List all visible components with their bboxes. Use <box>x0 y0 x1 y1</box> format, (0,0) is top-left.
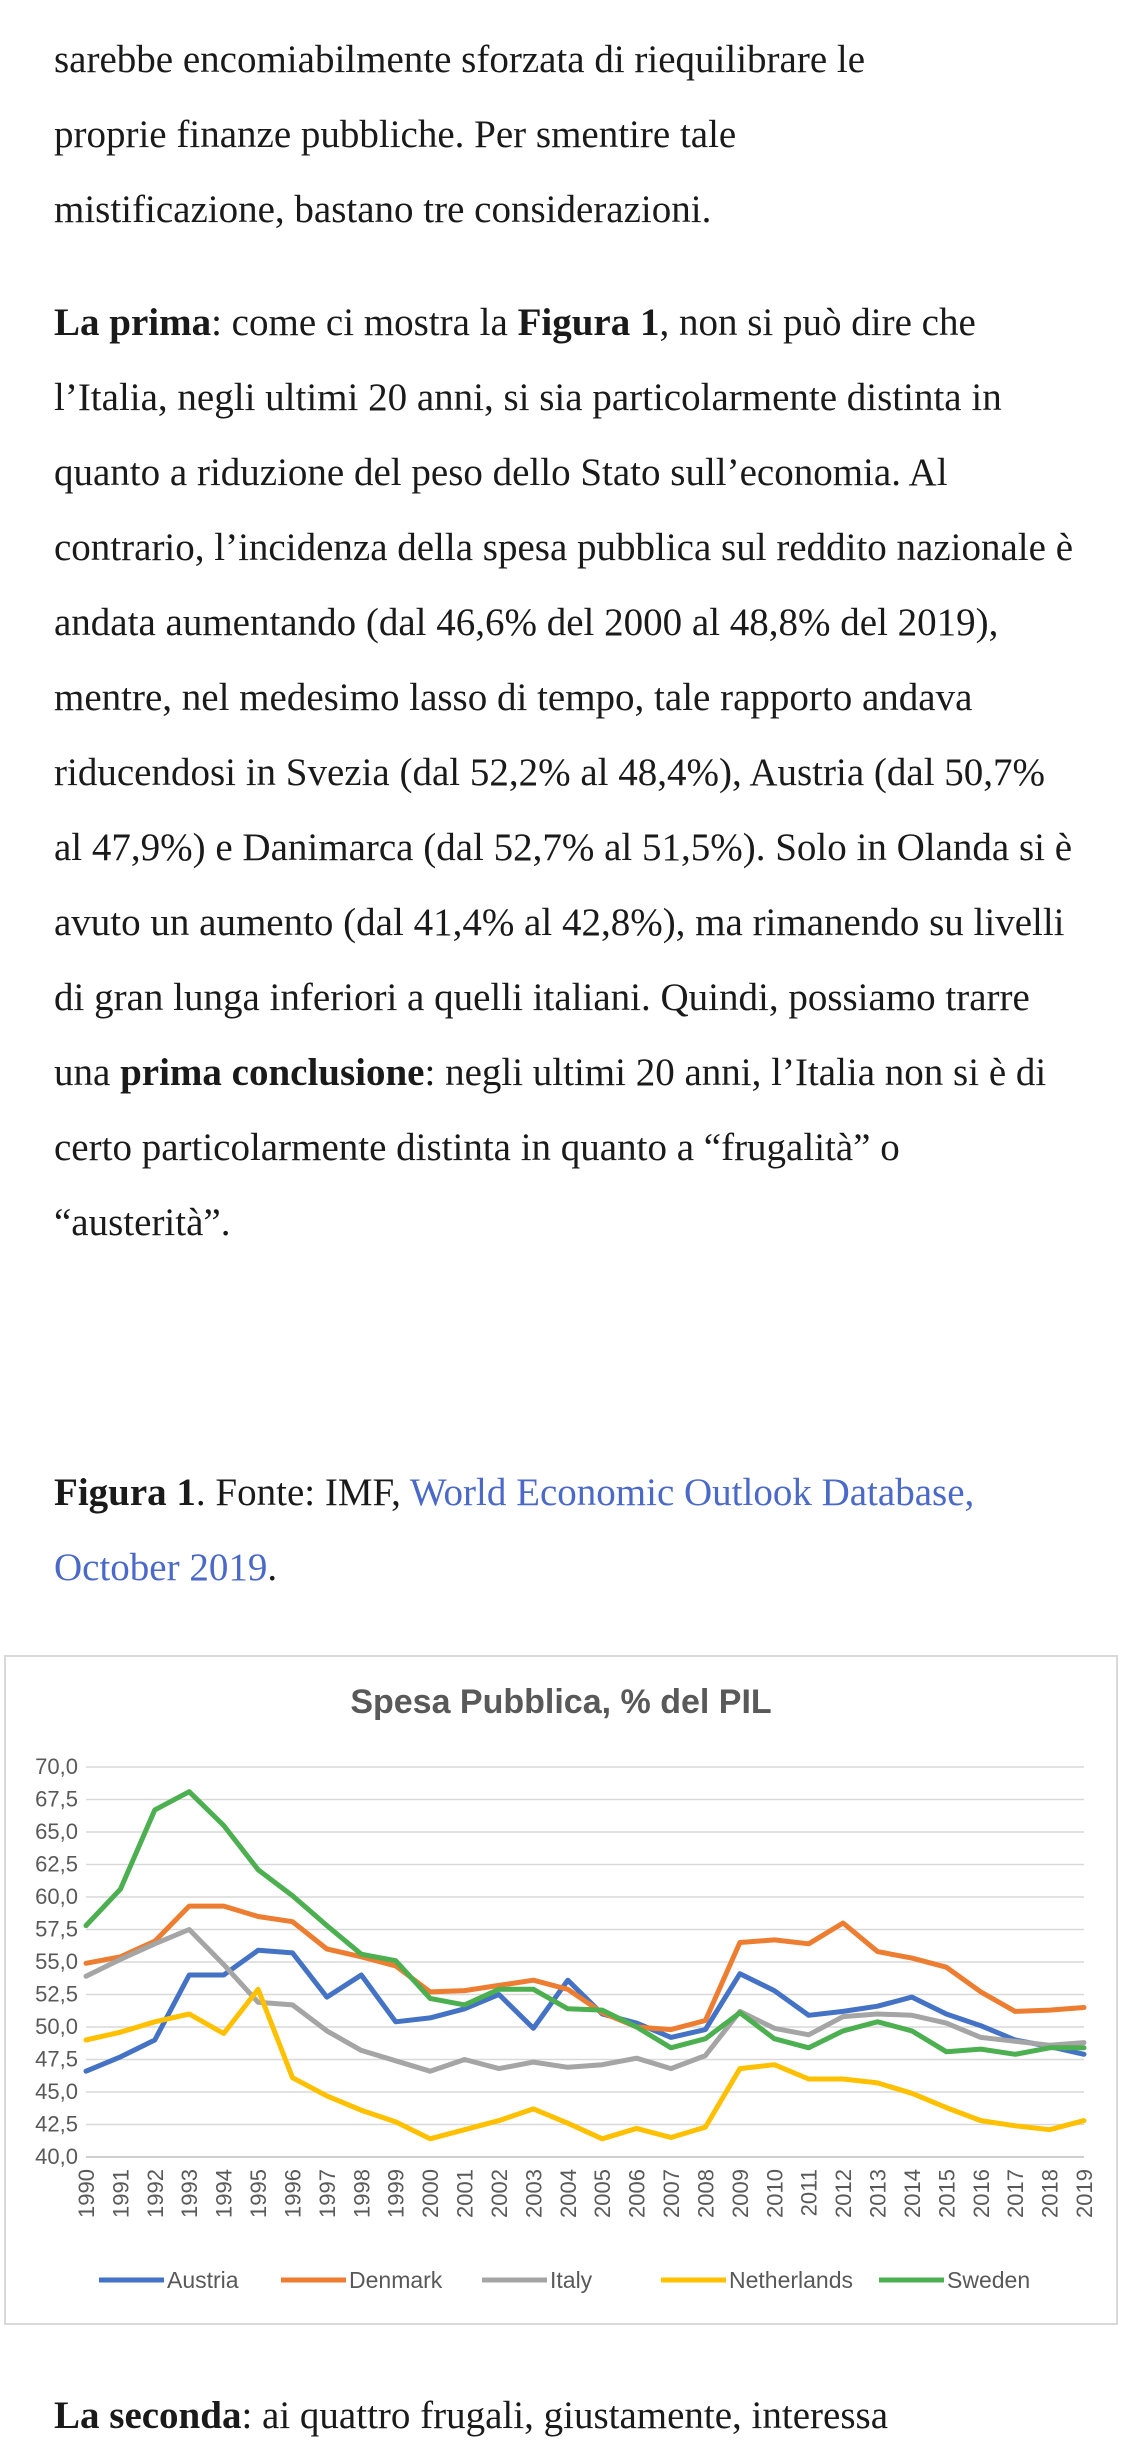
x-tick-label: 2016 <box>968 2169 994 2218</box>
y-tick-label: 70,0 <box>35 1754 78 1779</box>
y-tick-label: 42,5 <box>35 2111 78 2137</box>
x-tick-label: 2009 <box>727 2169 753 2218</box>
figure-caption-end: . <box>267 1546 278 1589</box>
intro-line-2: proprie finanze pubbliche. Per smentire tale <box>54 113 737 156</box>
intro-line-1: sarebbe encomiabilmente sforzata di riequilibrare le <box>54 38 866 81</box>
x-tick-label: 2013 <box>865 2169 891 2218</box>
x-tick-label: 2000 <box>418 2169 444 2218</box>
y-tick-label: 40,0 <box>35 2144 78 2169</box>
x-tick-label: 2010 <box>762 2169 788 2218</box>
x-tick-label: 1990 <box>74 2169 99 2218</box>
intro-line-3: mistificazione, bastano tre considerazioni. <box>54 188 712 231</box>
y-tick-label: 67,5 <box>35 1786 78 1812</box>
x-tick-label: 2018 <box>1037 2169 1063 2218</box>
y-tick-label: 62,5 <box>35 1851 78 1877</box>
x-tick-label: 2008 <box>693 2169 719 2218</box>
paragraph-lead: La prima <box>54 301 212 344</box>
x-tick-label: 2007 <box>659 2169 685 2218</box>
paragraph-first-consideration <box>54 285 1074 1260</box>
paragraph-second-consideration <box>54 2378 1074 2453</box>
y-tick-label: 55,0 <box>35 1949 78 1974</box>
source-link[interactable]: World Economic Outlook Database, October 2019 <box>54 1471 975 1589</box>
figure-caption-text: . Fonte: IMF, <box>195 1471 410 1514</box>
x-tick-label: 2011 <box>796 2169 822 2217</box>
paragraph-lead: La seconda <box>54 2394 242 2437</box>
x-tick-label: 1999 <box>383 2169 409 2218</box>
chart-figure <box>4 1655 1118 2325</box>
y-tick-label: 45,0 <box>35 2079 78 2104</box>
y-tick-label: 65,0 <box>35 1819 78 1844</box>
line-chart <box>6 1657 1116 2323</box>
x-tick-label: 2012 <box>831 2169 857 2218</box>
y-tick-label: 60,0 <box>35 1884 78 1909</box>
paragraph-text: : ai quattro frugali, giustamente, interessa <box>241 2394 888 2437</box>
legend-label: Austria <box>167 2267 239 2293</box>
x-tick-label: 1993 <box>177 2169 203 2218</box>
conclusion-highlight: prima conclusione <box>120 1051 425 1094</box>
x-tick-label: 2019 <box>1072 2169 1097 2218</box>
figure-caption <box>54 1455 1074 1605</box>
x-tick-label: 2014 <box>899 2169 925 2218</box>
paragraph-text: , non si può dire che l’Italia, negli ultimi 20 anni, si sia particolarmente distinta in quanto a riduzione del peso dello Stato sull’economia. Al contrario, l’incidenza della spesa pubblica sul reddito nazionale è andata aumentando (dal 46,6% del 2000 al 48,8% del 2019), mentre, nel medesimo lasso di tempo, tale rapporto andava riducendosi in Svezia (dal 52,2% al 48,4%), Austria (dal 50,7% al 47,9%) e Danimarca (dal 52,7% al 51,5%). Solo in Olanda si è avuto un aumento (dal 41,4% al 42,8%), ma rimanendo su livelli di gran lunga inferiori a quelli italiani. Quindi, possiamo trarre una <box>54 301 1074 1094</box>
x-tick-label: 2003 <box>521 2169 547 2218</box>
x-tick-label: 2015 <box>934 2169 960 2218</box>
x-tick-label: 1997 <box>314 2169 340 2218</box>
x-tick-label: 1991 <box>108 2169 134 2218</box>
paragraph-text: : negli ultimi 20 anni, l’Italia non si è di certo particolarmente distinta in quanto a “frugalità” o “austerità”. <box>54 1051 1047 1244</box>
y-tick-label: 52,5 <box>35 1981 78 2007</box>
x-tick-label: 1998 <box>349 2169 375 2218</box>
legend-label: Italy <box>550 2267 593 2293</box>
figure-caption-label: Figura 1 <box>54 1471 196 1514</box>
x-tick-label: 2017 <box>1003 2169 1029 2218</box>
x-tick-label: 2006 <box>624 2169 650 2218</box>
x-tick-label: 2004 <box>555 2169 581 2218</box>
y-tick-label: 47,5 <box>35 2046 78 2072</box>
figure-reference: Figura 1 <box>517 301 660 344</box>
x-tick-label: 1995 <box>246 2169 272 2218</box>
x-tick-label: 1994 <box>211 2169 237 2218</box>
x-tick-label: 2002 <box>486 2169 512 2218</box>
chart-title: Spesa Pubblica, % del PIL <box>350 1683 772 1721</box>
legend-label: Netherlands <box>729 2267 854 2293</box>
x-tick-label: 2005 <box>590 2169 616 2218</box>
x-tick-label: 1992 <box>142 2169 168 2218</box>
x-tick-label: 2001 <box>452 2169 478 2218</box>
y-tick-label: 50,0 <box>35 2014 78 2039</box>
legend-label: Sweden <box>947 2267 1031 2293</box>
y-tick-label: 57,5 <box>35 1916 78 1942</box>
legend-label: Denmark <box>349 2267 443 2293</box>
paragraph-text: : come ci mostra la <box>211 301 518 344</box>
x-tick-label: 1996 <box>280 2169 306 2218</box>
